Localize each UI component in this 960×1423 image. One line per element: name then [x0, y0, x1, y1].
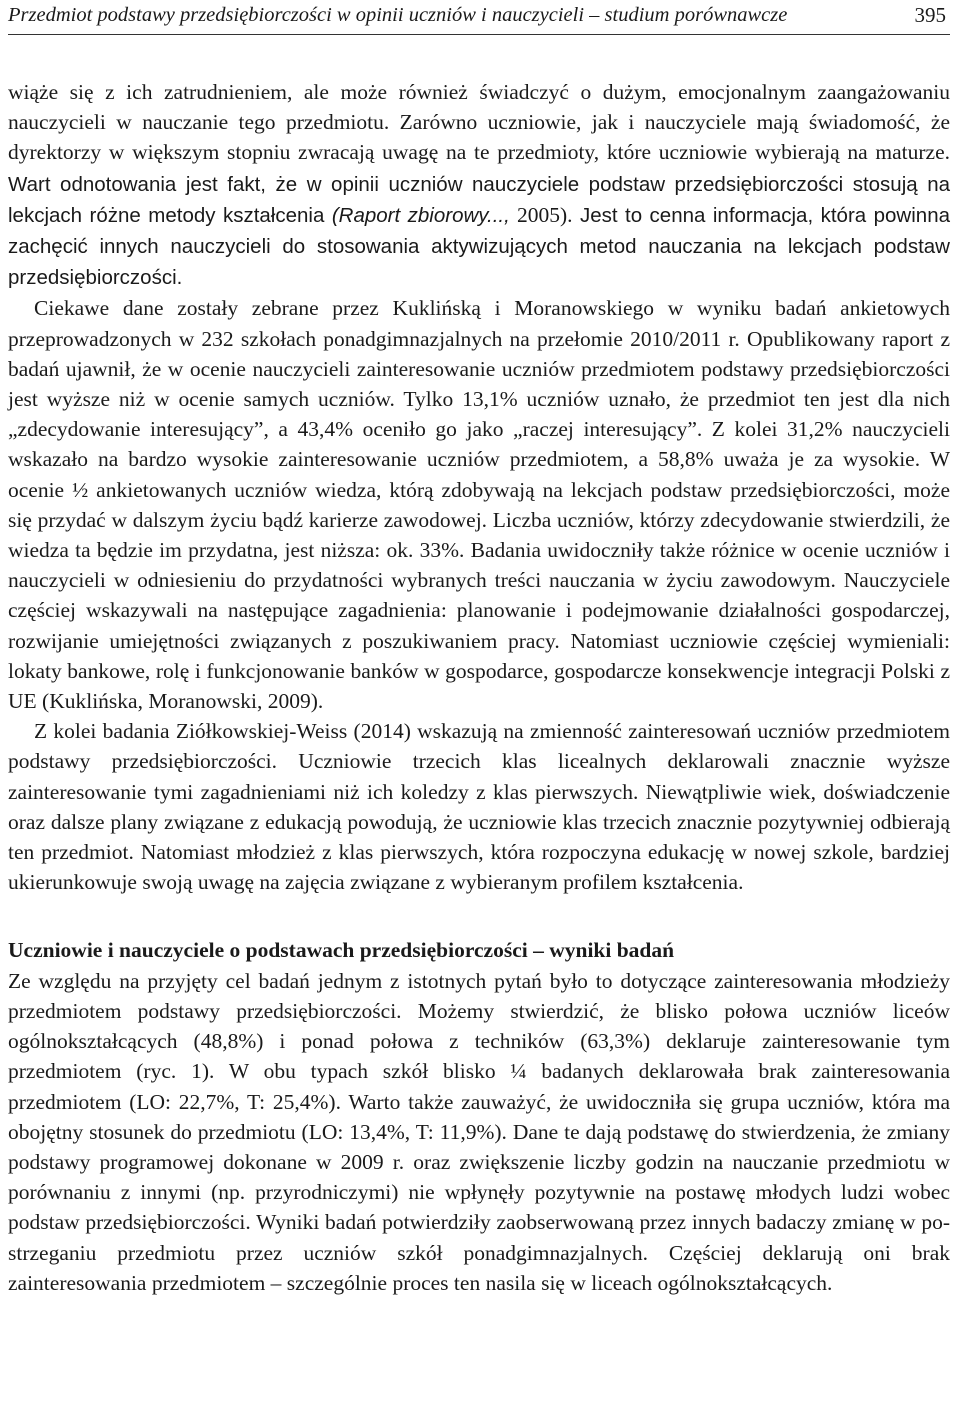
page-number: 395 — [914, 3, 946, 27]
paragraph-text: wiąże się z ich zatrudnieniem, ale może również świadczyć o dużym, emocjonalnym zaangażowaniu nauczycieli w nauczanie tego przedmiotu. Zarówno uczniowie, jak i nauczyciele mają świadomość, że dyrektorzy w większym stopniu zwracają uwagę na te przedmioty, które uczniowie wybierają na maturze. — [8, 80, 950, 165]
paragraph: Z kolei badania Ziółkowskiej-Weiss (2014) wskazują na zmienność zainteresowań uczniów przedmiotem podstawy przedsiębiorczości. Uczniowie trzecich klas licealnych deklarowali znacznie wyższe zainteresowanie tymi zagadnieniami niż ich koledzy z klas pierwszych. Niewątpliwie wiek, doświadczenie oraz dalsze plany związane z edukacją powodują, że uczniowie klas trzecich znacznie pozytywniej odbierają ten przedmiot. Natomiast młodzież z klas pierwszych, która rozpoczyna edukację w nowej szkole, bardziej ukierunkowuje swoją uwagę na zajęcia związane z wybieranym profilem kształcenia. — [8, 719, 950, 895]
section-heading: Uczniowie i nauczyciele o podstawach przedsiębiorczości – wyniki badań — [8, 938, 675, 963]
header-rule — [8, 34, 950, 35]
citation-title: (Raport zbiorowy..., — [331, 203, 510, 227]
running-title: Przedmiot podstawy przedsiębiorczości w opinii uczniów i nauczycieli – studium porównawcze — [8, 4, 788, 26]
paragraph: Ciekawe dane zostały zebrane przez Kuklińską i Moranowskiego w wyniku badań ankietowych przeprowadzonych w 232 szkołach ponadgimnazjalnych na przełomie 2010/2011 r. Opublikowany raport z badań ujawnił, że w ocenie nauczycieli zainteresowanie uczniów przedmiotem podstawy przedsiębiorczości jest wyższe niż w ocenie samych uczniów. Tylko 13,1% uczniów uznało, że przedmiot ten jest dla nich „zdecydowanie interesujący”, a 43,4% oceniło go jako „raczej interesujący”. Z kolei 31,2% nauczycieli wskazało na bardzo wysokie zainteresowanie uczniów przedmiotem, a 58,8% uważa je za wysokie. W ocenie ½ ankietowanych uczniów wiedza, którą zdobywają na lekcjach podstaw przedsiębiorczości, może się przydać w dalszym życiu bądź karierze zawodowej. Liczba uczniów, którzy zdecydowanie stwierdzili, że wiedza ta będzie im przydatna, jest niższa: ok. 33%. Badania uwidoczniły także różnice w ocenie uczniów i nauczycieli w odniesieniu do przydatności wybranych treści nauczania w życiu zawodowym. Nauczyciele częściej wskazywali na następujące zagadnienia: planowanie i podejmowanie działalności gospodarczej, rozwijanie umiejętności związanych z poszukiwaniem pracy. Natomiast uczniowie częściej wymieniali: lokaty bankowe, rolę i funkcjonowanie banków w gospodarce, gospodarcze konsekwencje integracji Polski z UE (Kuklińska, Moranowski, 2009). — [8, 296, 950, 714]
paragraph: Ze względu na przyjęty cel badań jednym z istotnych pytań było to dotyczące zainteresowania młodzieży przedmiotem podstawy przedsiębiorczości. Możemy stwierdzić, że blisko połowa uczniów liceów ogólnokształcących (48,8%) i ponad połowa z techników (63,3%) deklaruje zainteresowanie tym przedmiotem (ryc. 1). W obu typach szkół blisko ¼ badanych deklarowała brak zainteresowania przedmiotem (LO: 22,7%, T: 25,4%). Warto także zauważyć, że uwidoczniła się grupa uczniów, która ma obojętny stosunek do przedmiotu (LO: 13,4%, T: 11,9%). Dane te dają podstawę do stwierdzenia, że zmiany podstawy programowej dokonane w 2009 r. oraz zwiększenie liczby godzin na nauczanie przedmiotu w porównaniu z innymi (np. przyrodniczymi) nie wpłynęły pozytywnie na postawę młodych ludzi wobec podstaw przedsiębiorczości. Wyniki badań potwierdziły zaobserwowaną przez innych badaczy zmianę w postrzeganiu przedmiotu przez uczniów szkół ponadgimnazjalnych. Częściej deklarują oni brak zainteresowania przedmiotem – szczególnie proces ten nasila się w liceach ogólnokształcących. — [8, 968, 950, 1295]
paragraph-text: Wart odnotowania jest fakt, że w opinii uczniów nauczyciele podstaw przedsiębiorczości stosują na lekcjach różne metody kształcenia — [8, 172, 950, 227]
citation-year: 2005). — [509, 202, 573, 227]
paragraph-text: Jest to cenna informacja, która powinna zachęcić innych nauczycieli do stosowania aktywizujących metod nauczania na lekcjach podstaw przedsiębiorczości. — [8, 203, 950, 290]
article-body — [8, 77, 950, 1298]
paragraph-continued — [8, 77, 950, 293]
running-header — [8, 0, 950, 32]
